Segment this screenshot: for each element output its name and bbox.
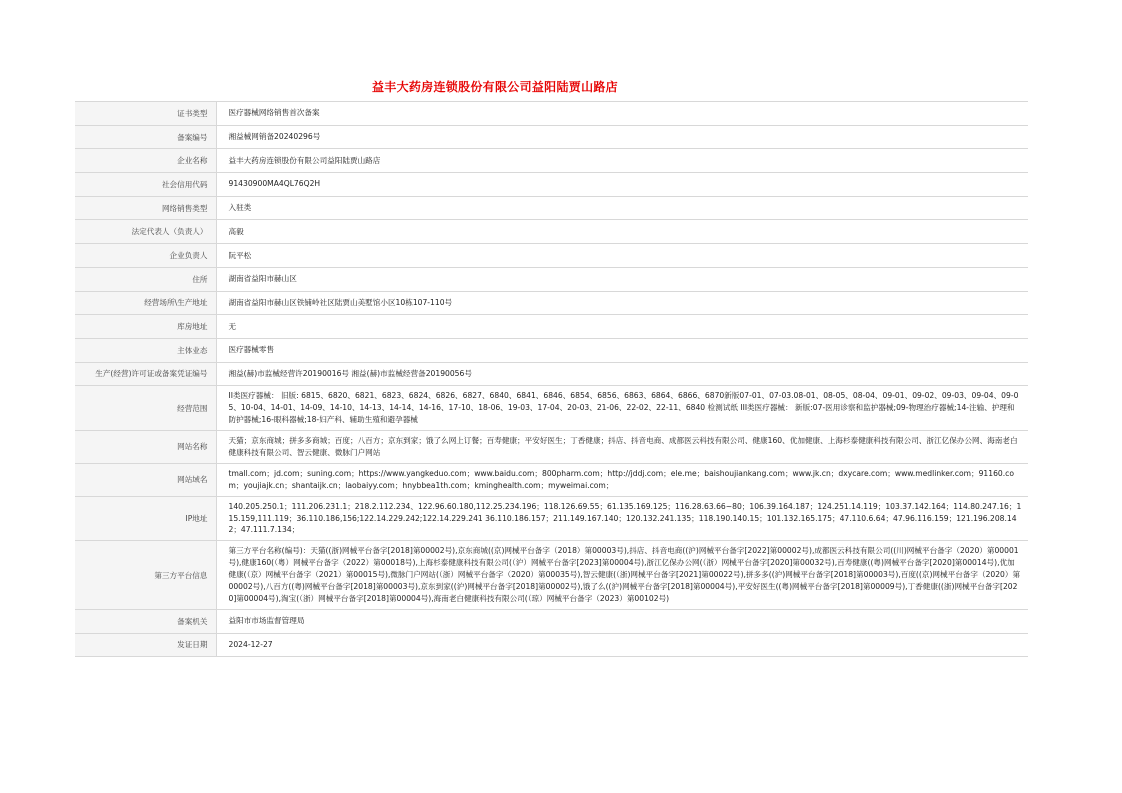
- row-value: 入驻类: [228, 203, 252, 213]
- row-value: 湘益(赫)市监械经营许20190016号 湘益(赫)市监械经营备20190056号: [228, 368, 472, 378]
- row-third-party-platforms: [75, 541, 1028, 610]
- row-value: 医疗器械网络销售首次备案: [228, 108, 320, 118]
- row-value: 湘益械网销备20240296号: [228, 132, 321, 142]
- row-label: 住所: [75, 267, 216, 291]
- row-label: 网络销售类型: [75, 196, 216, 220]
- row-label: 企业名称: [75, 149, 216, 173]
- row-value: 2024-12-27: [228, 639, 273, 649]
- row-value: 阮平松: [228, 250, 252, 260]
- row-filing-authority: [75, 609, 1028, 633]
- row-value: 91430900MA4QL76Q2H: [228, 179, 321, 189]
- row-value: 第三方平台名称(编号)：天猫((浙)网械平台备字[2018]第00002号),京东商城((京)网械平台备字（2018）第00003号),抖店、抖音电商((沪)网械平台备字[2022]第00002号),成都医云科技有限公司((川)网械平台备字（2020）第00001号),健康160(（粤）网械平台备字（2022）第00018号),上海杉泰健康科技有限公司(（沪）网械平台备字[2023]第00004号),浙江亿保办公网(（浙）网械平台备字[2020]第00032号),百寿健康((粤)网械平台备字[2020]第00014号),优加健康(（京）网械平台备字（2021）第00015号),微脉门户网站(（浙）网械平台备字（2020）第00035号),智云健康(（浙)网械平台备字[2021]第00022号),拼多多((沪)网械平台备字[2018]第00003号),百度((京)网械平台备字（2020）第00002号),八百方((粤)网械平台备字[2018]第00003号),京东到家((沪)网械平台备字[2018]第00002号),饿了么((沪)网械平台备字[2018]第00004号),平安好医生((粤)网械平台备字[2018]第00009号),丁香健康((浙)网械平台备字[2020]第00004号),淘宝(（浙）网械平台备字[2018]第00004号),海南老白健康科技有限公司(（琼）网械平台备字（2023）第00102号): [228, 546, 1021, 603]
- row-value: 湖南省益阳市赫山区铁铺岭社区陆贾山美墅馆小区10栋107-110号: [228, 297, 453, 307]
- row-value: 140.205.250.1；111.206.231.1；218.2.112.234、122.96.60.180,112.25.234.196；118.126.69.55；61.135.169.125；116.28.63.66~80；106.39.164.187；124.251.14.119；103.37.142.164；114.80.247.16；115.159,111.119；36.110.186,156;122.14.229.242;122.14.229.241 36.110.186.157；211.149.167.140；120.132.241.135；118.190.140.15；101.132.165.175；47.110.6.64；47.96.116.159；121.196.208.142；47.111.7.134；: [228, 501, 1022, 535]
- row-value: 湖南省益阳市赫山区: [228, 274, 297, 284]
- row-label: 经营范围: [75, 386, 216, 431]
- row-label: 社会信用代码: [75, 173, 216, 197]
- row-value: tmall.com；jd.com；suning.com；https://www.yangkeduo.com；www.baidu.com；800pharm.com；http://jddj.com；ele.me；baishoujiankang.com；www.jk.cn；dxycare.com；www.medlinker.com；91160.com；youjiajk.cn；shantaijk.cn；laobaiyy.com；hnybbea1th.com；kminghealth.com；myweimai.com；: [228, 468, 1014, 490]
- row-label: 法定代表人（负责人）: [75, 220, 216, 244]
- record-table: [75, 101, 1028, 657]
- row-value: 益丰大药房连锁股份有限公司益阳陆贾山路店: [228, 155, 381, 165]
- row-legal-representative: [75, 220, 1028, 244]
- row-value: 高毅: [228, 226, 244, 236]
- row-record-number: [75, 125, 1028, 149]
- row-value: 益阳市市场监督管理局: [228, 616, 305, 626]
- row-business-scope: [75, 386, 1028, 431]
- row-issue-date: [75, 633, 1028, 657]
- row-label: 经营场所\生产地址: [75, 291, 216, 315]
- row-business-address: [75, 291, 1028, 315]
- row-label: 第三方平台信息: [75, 541, 216, 610]
- row-business-form: [75, 338, 1028, 362]
- row-label: 库房地址: [75, 315, 216, 339]
- row-credit-code: [75, 173, 1028, 197]
- row-label: 备案机关: [75, 609, 216, 633]
- row-warehouse-address: [75, 315, 1028, 339]
- row-sales-type: [75, 196, 1028, 220]
- row-value: II类医疗器械： 旧版: 6815、6820、6821、6823、6824、6826、6827、6840、6841、6846、6854、6856、6863、6864、6866、6870新版07-01、07-03.08-01、08-05、08-04、09-01、09-02、09-03、09-04、09-05、10-04、14-01、14-09、14-10、14-13、14-14、14-16、17-10、18-06、19-03、17-04、20-03、21-06、22-02、22-11、6840 检测试纸 III类医疗器械： 新版:07-医用诊察和监护器械;09-物理治疗器械;14-注输、护理和防护器械;16-眼科器械;18-妇产科、辅助生殖和避孕器械: [228, 391, 1019, 425]
- row-value: 医疗器械零售: [228, 345, 275, 355]
- row-label: 发证日期: [75, 633, 216, 657]
- row-label: 网站域名: [75, 463, 216, 496]
- row-label: 主体业态: [75, 338, 216, 362]
- row-label: IP地址: [75, 496, 216, 541]
- row-website-names: [75, 430, 1028, 463]
- store-title: 益丰大药房连锁股份有限公司益阳陆贾山路店: [371, 80, 618, 94]
- row-value: 无: [228, 321, 237, 331]
- row-certificate-type: [75, 102, 1028, 126]
- row-label: 网站名称: [75, 430, 216, 463]
- row-label: 生产(经营)许可证或备案凭证编号: [75, 362, 216, 386]
- row-website-domains: [75, 463, 1028, 496]
- row-domicile: [75, 267, 1028, 291]
- row-label: 企业负责人: [75, 244, 216, 268]
- row-label: 备案编号: [75, 125, 216, 149]
- row-value: 天猫；京东商城；拼多多商城；百度；八百方；京东到家；饿了么网上订餐；百寿健康；平安好医生；丁香健康；抖店、抖音电商、成都医云科技有限公司、健康160、优加健康、上海杉泰健康科技有限公司、浙江亿保办公网、海南老白健康科技有限公司、智云健康、微脉门户网站: [228, 435, 1018, 457]
- row-label: 证书类型: [75, 102, 216, 126]
- row-company-head: [75, 244, 1028, 268]
- row-company-name: [75, 149, 1028, 173]
- row-license-number: [75, 362, 1028, 386]
- row-ip-addresses: [75, 496, 1028, 541]
